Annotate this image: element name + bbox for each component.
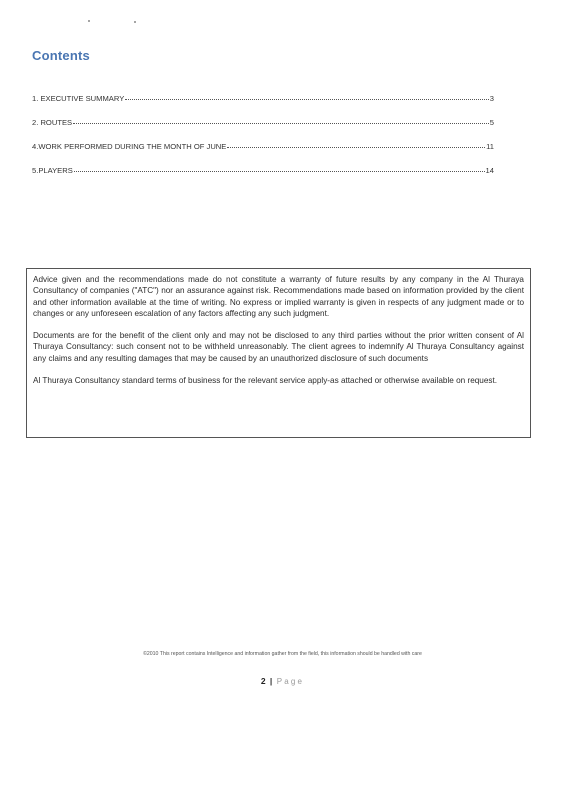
disclaimer-paragraph-confidentiality: Documents are for the benefit of the client only and may not be disclosed to any third parties without the prior written consent of Al Thuraya Consultancy: such consent not to be withheld unreasonably. The client agrees to indemnify Al Thuraya Consultancy against any claims and any resulting damages that may be caused by an unauthorized disclosure of such documents xyxy=(33,331,524,363)
page-number-separator: | xyxy=(269,676,273,686)
footer-copyright-note: ©2010 This report contains Intelligence and information gather from the field, this information should be handled with care xyxy=(143,651,422,657)
toc-entry-page: 3 xyxy=(489,94,494,103)
scan-marks xyxy=(88,18,168,24)
page-number xyxy=(0,676,565,686)
contents-heading: Contents xyxy=(32,48,90,63)
toc-entry-executive-summary[interactable] xyxy=(32,92,494,104)
toc-entry-label: 2. ROUTES xyxy=(32,118,73,127)
toc-entry-page: 11 xyxy=(486,142,494,151)
toc-entry-routes[interactable] xyxy=(32,116,494,128)
disclaimer-paragraph-advice: Advice given and the recommendations made do not constitute a warranty of future results by any company in the Al Thuraya Consultancy of companies ("ATC") nor an assurance against risk. Recommendations made based on information provided by the client and other information available at the time of writing. No express or implied warranty is given in respects of any judgment made or to changes or any unforeseen escalation of any factors affecting any such judgment. xyxy=(33,275,524,318)
page-word: Page xyxy=(276,677,305,686)
toc-leader-dots xyxy=(125,91,488,100)
toc-entry-label: 5.PLAYERS xyxy=(32,166,73,175)
disclaimer-paragraph-terms: Al Thuraya Consultancy standard terms of business for the relevant service apply-as attached or otherwise available on request. xyxy=(33,376,498,386)
toc-entry-work-performed[interactable] xyxy=(32,140,494,152)
toc-leader-dots xyxy=(227,139,485,148)
scan-speck xyxy=(88,20,90,22)
toc-entry-page: 14 xyxy=(485,166,494,175)
toc-leader-dots xyxy=(74,163,485,172)
toc-entry-page: 5 xyxy=(489,118,494,127)
disclaimer-box xyxy=(26,268,531,438)
toc-entry-label: 4.WORK PERFORMED DURING THE MONTH OF JUNE xyxy=(32,142,227,151)
toc-leader-dots xyxy=(73,115,489,124)
scan-speck xyxy=(134,21,136,23)
toc-entry-players[interactable] xyxy=(32,164,494,176)
toc-entry-label: 1. EXECUTIVE SUMMARY xyxy=(32,94,125,103)
page-number-value: 2 xyxy=(260,676,266,686)
